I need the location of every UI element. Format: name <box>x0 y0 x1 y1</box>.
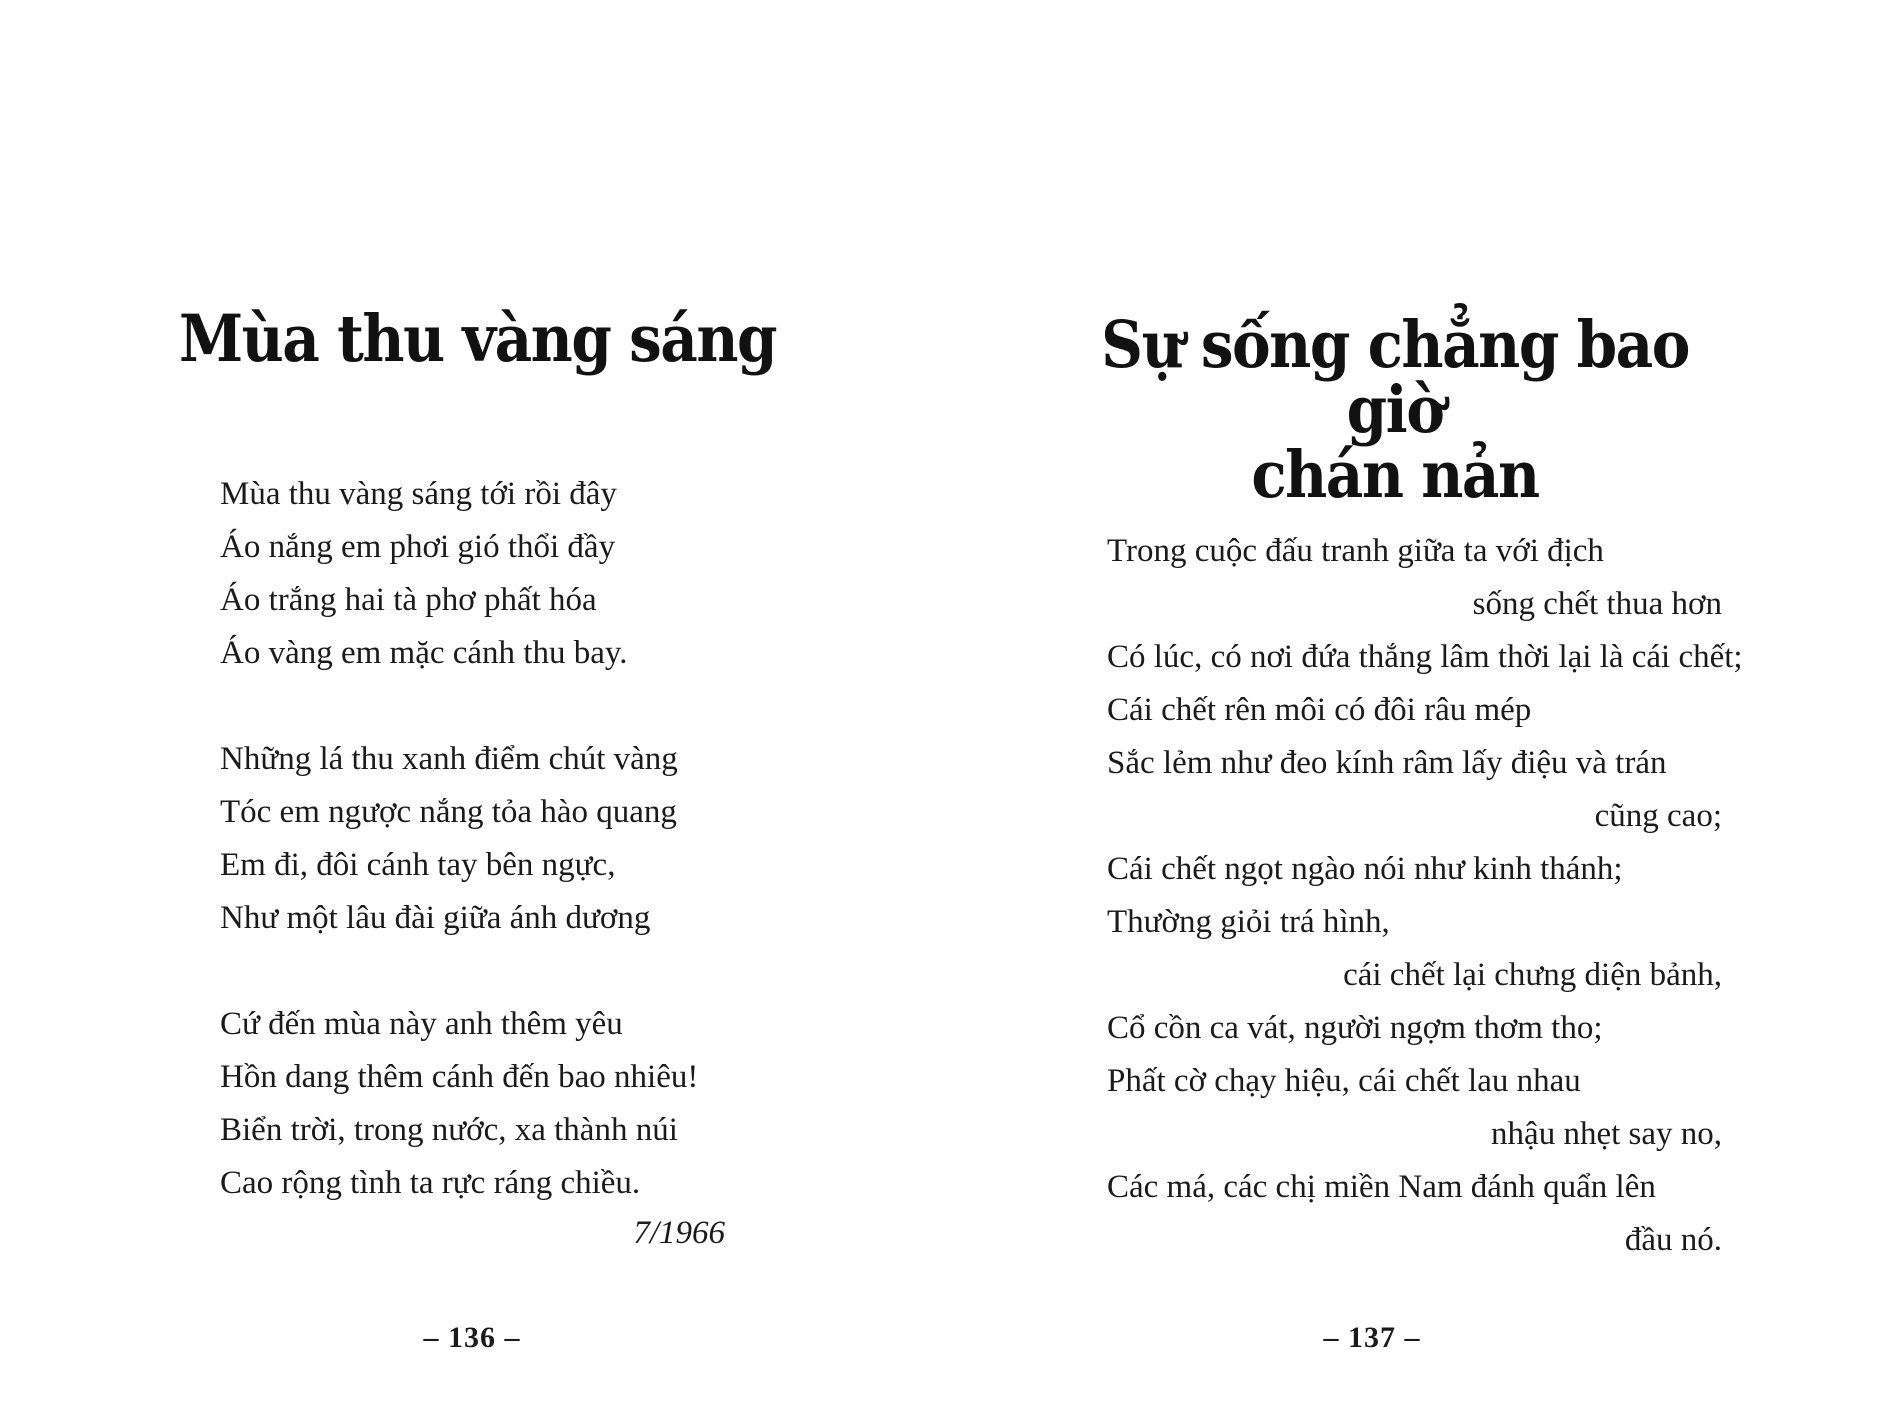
poem-line: cũng cao; <box>1594 798 1722 834</box>
poem-line: Phất cờ chạy hiệu, cái chết lau nhau <box>1107 1063 1581 1099</box>
title-line: Sự sống chẳng bao giờ <box>1101 306 1689 448</box>
poem-line: Thường giỏi trá hình, <box>1107 904 1390 940</box>
poem-line: Các má, các chị miền Nam đánh quẩn lên <box>1107 1169 1656 1205</box>
poem-body <box>1107 525 1743 1267</box>
stanza-1 <box>220 468 780 680</box>
stanza-2 <box>220 733 780 945</box>
poem-line: Như một lâu đài giữa ánh dương <box>220 900 651 936</box>
poem-line: Áo vàng em mặc cánh thu bay. <box>220 635 628 671</box>
page-number-right: – 137 – <box>1323 1321 1421 1354</box>
poem-line: Cái chết rên môi có đôi râu mép <box>1107 692 1532 728</box>
poem-line: Cứ đến mùa này anh thêm yêu <box>220 1006 623 1042</box>
poem-line: Tóc em ngược nắng tỏa hào quang <box>220 794 677 830</box>
poem-line: Cái chết ngọt ngào nói như kinh thánh; <box>1107 851 1623 887</box>
poem-line: Sắc lẻm như đeo kính râm lấy điệu và trán <box>1107 745 1667 781</box>
poem-line: sống chết thua hơn <box>1472 586 1722 622</box>
poem-line: cái chết lại chưng diện bảnh, <box>1343 957 1722 993</box>
poem-title-right <box>1075 306 1715 513</box>
poem-line: đầu nó. <box>1624 1222 1722 1258</box>
poem-line: Mùa thu vàng sáng tới rồi đây <box>220 476 617 512</box>
stanza-3 <box>220 998 780 1210</box>
poem-line: Hồn dang thêm cánh đến bao nhiêu! <box>220 1059 699 1095</box>
page-number-left: – 136 – <box>423 1321 521 1354</box>
poem-line: Cổ cồn ca vát, người ngợm thơm tho; <box>1107 1010 1603 1046</box>
poem-date: 7/1966 <box>633 1215 725 1251</box>
right-page <box>945 0 1890 1417</box>
poem-line: Cao rộng tình ta rực ráng chiều. <box>220 1165 641 1201</box>
poem-title-left: Mùa thu vàng sáng <box>178 300 777 377</box>
poem-line: Em đi, đôi cánh tay bên ngực, <box>220 847 616 883</box>
poem-line: nhậu nhẹt say no, <box>1491 1116 1722 1152</box>
title-line: chán nản <box>1251 436 1539 513</box>
poem-line: Trong cuộc đấu tranh giữa ta với địch <box>1107 533 1604 569</box>
poem-line: Những lá thu xanh điểm chút vàng <box>220 741 678 777</box>
poem-line: Áo nắng em phơi gió thổi đầy <box>220 529 616 565</box>
poem-line: Có lúc, có nơi đứa thắng lâm thời lại là cái chết; <box>1107 639 1743 675</box>
poem-line: Áo trắng hai tà phơ phất hóa <box>220 582 597 618</box>
poem-line: Biển trời, trong nước, xa thành núi <box>220 1112 678 1148</box>
